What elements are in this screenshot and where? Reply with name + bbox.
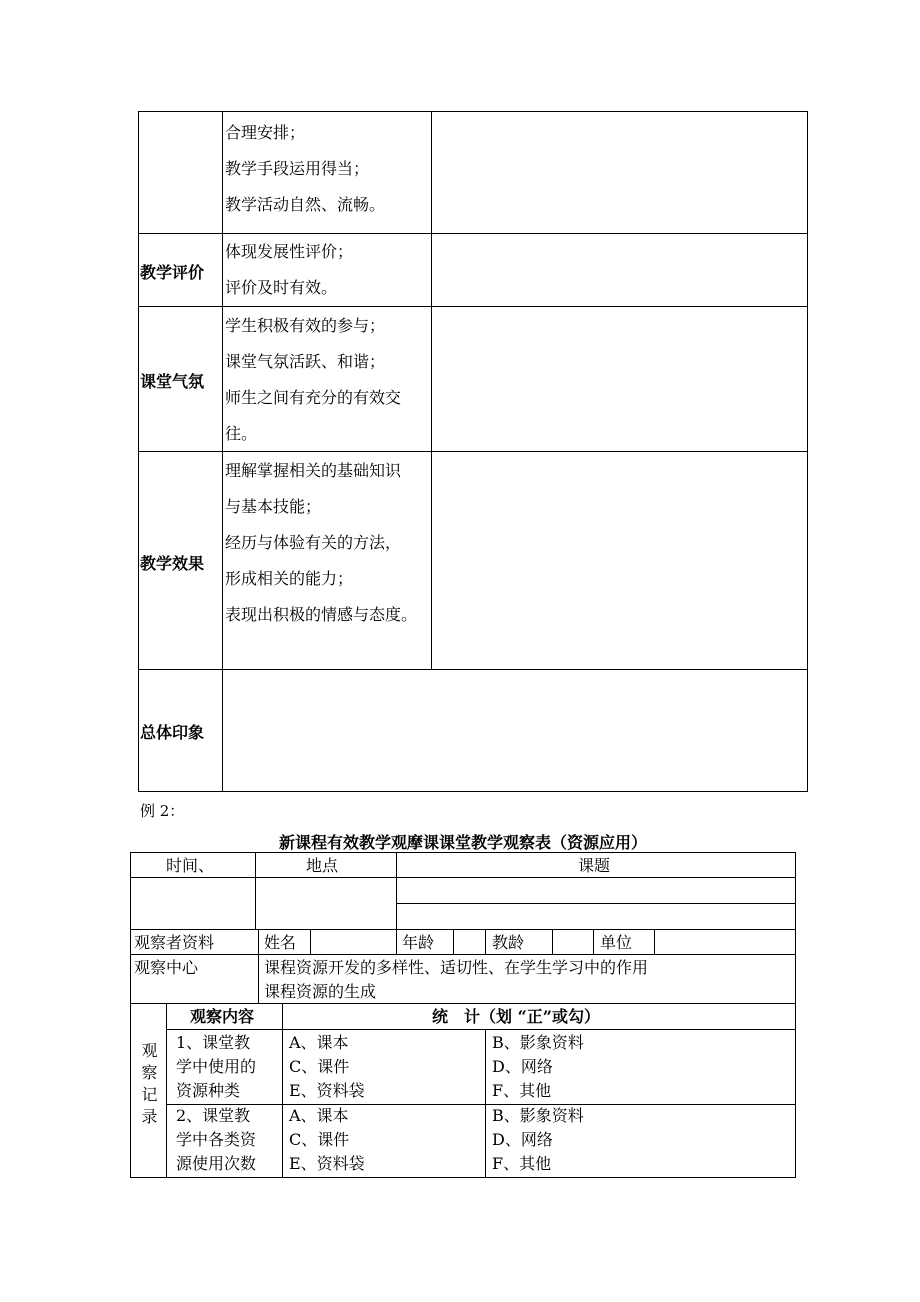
form-border — [282, 1003, 283, 1178]
criteria-item: 教学手段运用得当； — [225, 159, 370, 178]
observer-teaching-years-label: 教龄 — [492, 933, 525, 952]
header-time: 时间、 — [166, 856, 215, 875]
criteria-item: 经历与体验有关的方法， — [225, 533, 402, 552]
form-border — [130, 929, 796, 930]
form-border — [166, 1003, 167, 1178]
observer-label: 观察者资料 — [134, 933, 215, 952]
form-border — [485, 929, 486, 955]
form-border — [593, 929, 594, 955]
record-item-options-right: B、影象资料 D、网络 F、其他 — [492, 1106, 584, 1173]
row-label-effect: 教学效果 — [140, 554, 205, 573]
record-item-options-right: B、影象资料 D、网络 F、其他 — [492, 1033, 584, 1100]
center-label: 观察中心 — [134, 958, 199, 977]
form-border — [130, 852, 131, 1178]
criteria-item: 往。 — [225, 424, 258, 443]
form-border — [130, 877, 796, 878]
form-border — [795, 852, 796, 1178]
form-border — [396, 929, 397, 955]
criteria-item: 与基本技能； — [225, 497, 322, 516]
header-topic: 课题 — [578, 856, 611, 875]
record-item-options-left: A、课本 C、课件 E、资料袋 — [289, 1033, 365, 1100]
form-border — [453, 929, 454, 955]
record-side-label: 观察记录 — [139, 1042, 158, 1130]
table-border — [431, 111, 432, 670]
criteria-list — [225, 115, 385, 223]
form-border — [255, 852, 256, 929]
observer-unit-label: 单位 — [600, 933, 633, 952]
form-border — [130, 954, 796, 955]
criteria-item: 课堂气氛活跃、和谐； — [225, 352, 386, 371]
criteria-item: 理解掌握相关的基础知识 — [225, 461, 402, 480]
center-line: 课程资源的生成 — [264, 982, 377, 1001]
form-border — [258, 954, 259, 1004]
table-border — [807, 111, 808, 792]
table-border — [138, 306, 808, 307]
criteria-list — [225, 308, 401, 452]
form-border — [258, 929, 259, 955]
row-label-atmosphere: 课堂气氛 — [140, 372, 205, 391]
table-border — [222, 111, 223, 792]
criteria-item: 学生积极有效的参与； — [225, 316, 386, 335]
table-border — [138, 669, 808, 670]
table-border — [138, 791, 808, 792]
center-content — [264, 956, 648, 1004]
criteria-list — [225, 453, 417, 633]
criteria-item: 形成相关的能力； — [225, 569, 354, 588]
observer-age-label: 年龄 — [402, 933, 435, 952]
form-border — [310, 929, 311, 955]
form-title: 新课程有效教学观摩课课堂教学观察表（资源应用） — [278, 833, 647, 852]
row-label-overall: 总体印象 — [140, 723, 205, 742]
criteria-item: 评价及时有效。 — [225, 278, 338, 297]
content-header: 观察内容 — [190, 1007, 255, 1026]
observer-name-label: 姓名 — [264, 933, 297, 952]
form-border — [166, 1104, 796, 1105]
criteria-item: 教学活动自然、流畅。 — [225, 195, 386, 214]
row-label-evaluation: 教学评价 — [140, 263, 205, 282]
form-border — [396, 903, 796, 904]
criteria-item: 师生之间有充分的有效交 — [225, 388, 402, 407]
example-label: 例 2： — [140, 802, 185, 820]
table-border — [138, 111, 808, 112]
criteria-item: 合理安排； — [225, 123, 306, 142]
table-border — [138, 111, 139, 792]
stats-header: 统 计（划 “正”或勾） — [432, 1007, 600, 1026]
form-border — [130, 852, 796, 853]
record-item-content: 2、课堂教 学中各类资 源使用次数 — [176, 1106, 257, 1173]
form-border — [130, 1177, 796, 1178]
form-border — [552, 929, 553, 955]
form-border — [166, 1029, 796, 1030]
center-line: 课程资源开发的多样性、适切性、在学生学习中的作用 — [264, 958, 649, 977]
record-item-content: 1、课堂教 学中使用的 资源种类 — [176, 1033, 257, 1100]
form-border — [396, 852, 397, 929]
criteria-item: 体现发展性评价； — [225, 242, 354, 261]
form-border — [654, 929, 655, 955]
criteria-list — [225, 234, 353, 306]
criteria-item: 表现出积极的情感与态度。 — [225, 605, 418, 624]
record-item-options-left: A、课本 C、课件 E、资料袋 — [289, 1106, 365, 1173]
form-border — [485, 1029, 486, 1178]
header-place: 地点 — [306, 856, 339, 875]
